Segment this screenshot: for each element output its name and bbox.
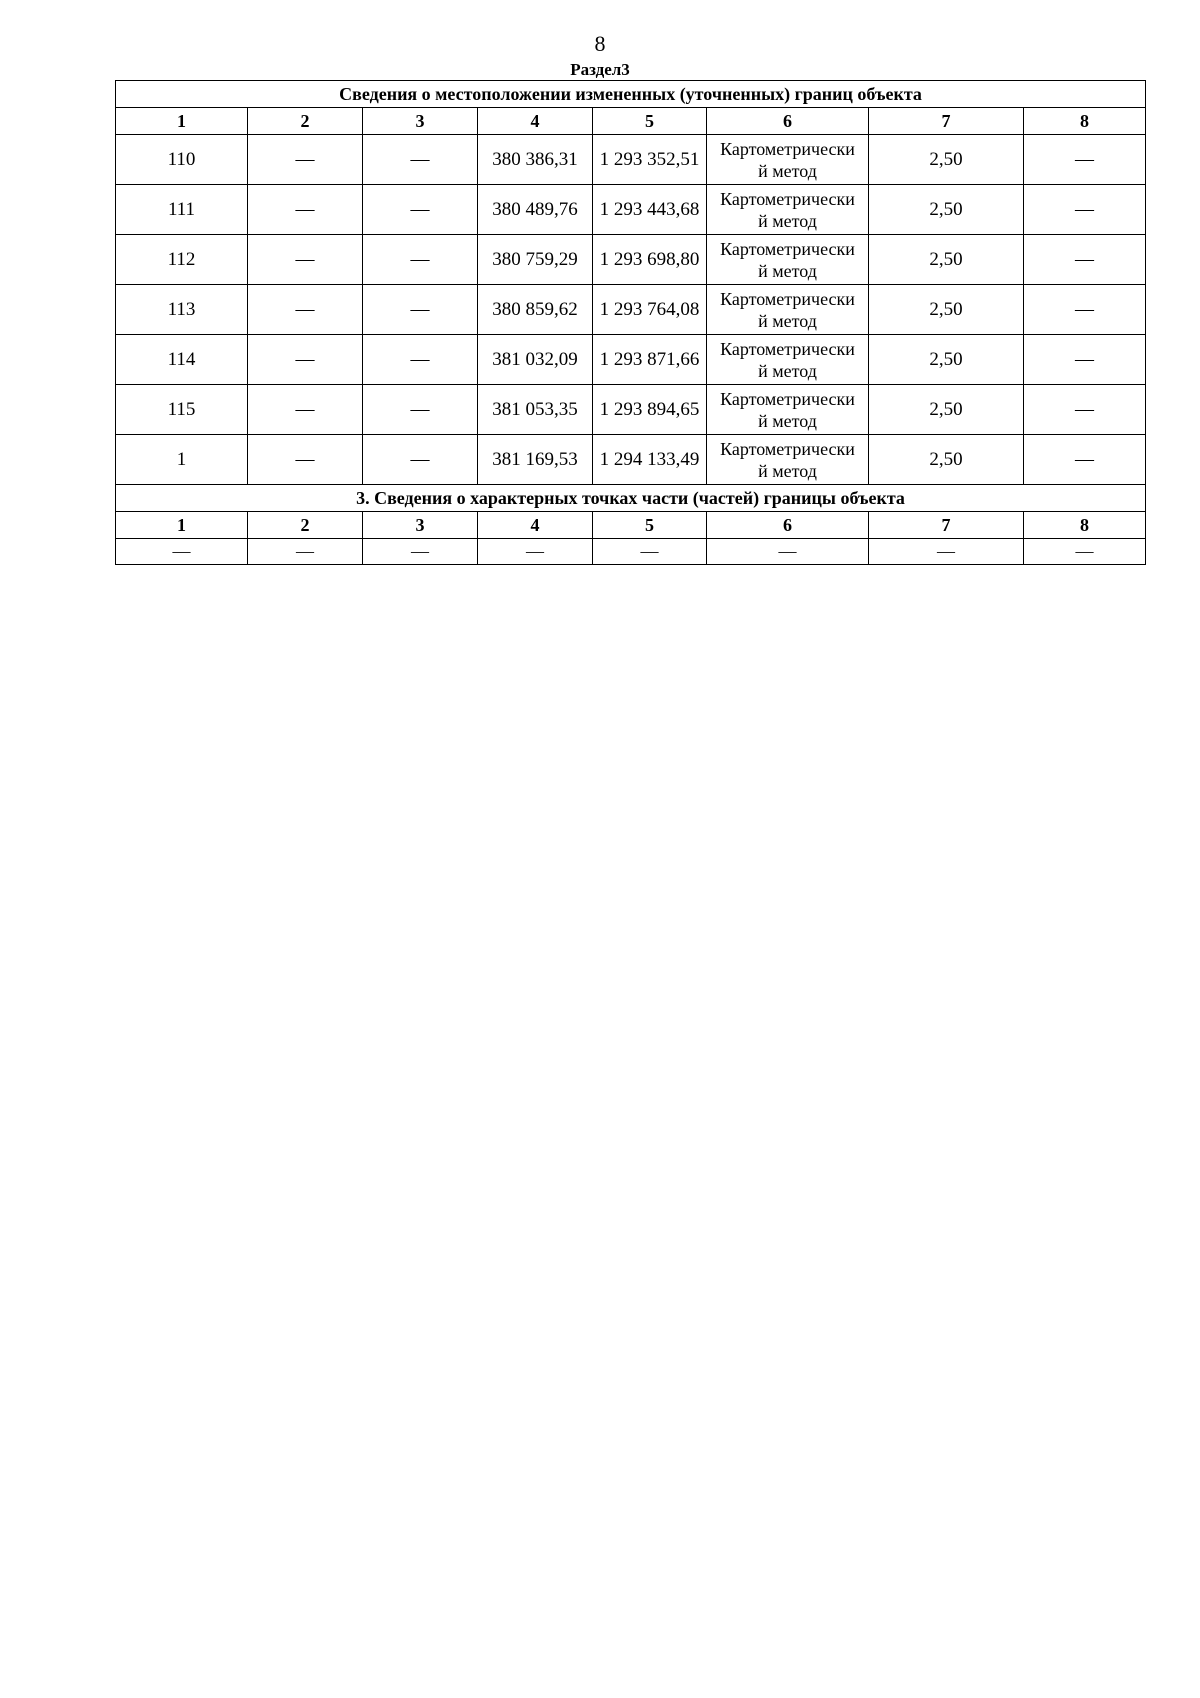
boundary-table [115,80,1146,565]
table-cell-col-1: 110 [116,135,248,185]
table-cell-col-4: — [478,539,593,565]
table1-column-header-5: 5 [593,108,707,135]
table-cell-col-4: 380 489,76 [478,185,593,235]
table1-caption-row [116,81,1146,108]
table2-column-header-7: 7 [869,512,1024,539]
table-row [116,385,1146,435]
page-number: 8 [594,31,606,56]
table1-header-row [116,108,1146,135]
table-cell-col-4: 380 759,29 [478,235,593,285]
table-cell-col-6: Картометрически й метод [707,135,869,185]
table-cell-col-2: — [248,335,363,385]
table1-column-header-1: 1 [116,108,248,135]
table-cell-col-5: 1 293 871,66 [593,335,707,385]
table-cell-col-2: — [248,135,363,185]
table1-caption: Сведения о местоположении измененных (уточненных) границ объекта [116,81,1146,108]
table-cell-col-4: 380 386,31 [478,135,593,185]
table-cell-col-7: 2,50 [869,435,1024,485]
table-cell-col-5: 1 293 764,08 [593,285,707,335]
table-cell-col-1: 111 [116,185,248,235]
table-cell-col-1: 1 [116,435,248,485]
table-cell-col-7: 2,50 [869,135,1024,185]
table-cell-col-7: 2,50 [869,335,1024,385]
table-cell-col-8: — [1024,385,1146,435]
table2-column-header-3: 3 [363,512,478,539]
table-cell-col-7: 2,50 [869,235,1024,285]
table-cell-col-5: 1 294 133,49 [593,435,707,485]
table-cell-col-1: — [116,539,248,565]
table-cell-col-2: — [248,285,363,335]
table-row [116,235,1146,285]
table-cell-col-8: — [1024,235,1146,285]
table1-column-header-3: 3 [363,108,478,135]
table-cell-col-2: — [248,185,363,235]
table2-caption: 3. Сведения о характерных точках части (частей) границы объекта [116,485,1146,512]
table-cell-col-8: — [1024,185,1146,235]
table2-column-header-6: 6 [707,512,869,539]
table-cell-col-3: — [363,385,478,435]
table-cell-col-1: 112 [116,235,248,285]
table2-header-row [116,512,1146,539]
section-title: Раздел3 [570,60,630,79]
table-cell-col-2: — [248,435,363,485]
table-cell-col-3: — [363,435,478,485]
table-cell-col-7: 2,50 [869,185,1024,235]
table-cell-col-8: — [1024,285,1146,335]
table2-column-header-1: 1 [116,512,248,539]
table-cell-col-3: — [363,235,478,285]
table-row [116,539,1146,565]
table-cell-col-5: 1 293 698,80 [593,235,707,285]
table-cell-col-3: — [363,539,478,565]
table-cell-col-3: — [363,135,478,185]
table-cell-col-8: — [1024,135,1146,185]
table2-column-header-2: 2 [248,512,363,539]
table1-column-header-4: 4 [478,108,593,135]
table-body [116,81,1146,565]
table-cell-col-3: — [363,335,478,385]
table-cell-col-1: 114 [116,335,248,385]
table-cell-col-3: — [363,285,478,335]
table1-column-header-6: 6 [707,108,869,135]
table1-column-header-2: 2 [248,108,363,135]
table1-column-header-8: 8 [1024,108,1146,135]
table-cell-col-7: 2,50 [869,285,1024,335]
table-cell-col-7: 2,50 [869,385,1024,435]
table-row [116,185,1146,235]
table-row [116,135,1146,185]
table2-column-header-5: 5 [593,512,707,539]
table-cell-col-6: Картометрически й метод [707,335,869,385]
table-cell-col-1: 113 [116,285,248,335]
table-cell-col-4: 380 859,62 [478,285,593,335]
table-cell-col-5: 1 293 443,68 [593,185,707,235]
table-cell-col-1: 115 [116,385,248,435]
table-row [116,435,1146,485]
table-cell-col-4: 381 053,35 [478,385,593,435]
table2-caption-row [116,485,1146,512]
table-cell-col-6: Картометрически й метод [707,435,869,485]
table-cell-col-2: — [248,385,363,435]
table-cell-col-6: Картометрически й метод [707,385,869,435]
table-cell-col-5: 1 293 894,65 [593,385,707,435]
table-cell-col-5: — [593,539,707,565]
table-row [116,285,1146,335]
table-cell-col-8: — [1024,335,1146,385]
table-cell-col-6: Картометрически й метод [707,285,869,335]
table-cell-col-3: — [363,185,478,235]
table-cell-col-2: — [248,235,363,285]
table1-column-header-7: 7 [869,108,1024,135]
table-cell-col-6: Картометрически й метод [707,235,869,285]
table-row [116,335,1146,385]
table-cell-col-6: — [707,539,869,565]
table-cell-col-8: — [1024,435,1146,485]
table2-column-header-8: 8 [1024,512,1146,539]
table-cell-col-8: — [1024,539,1146,565]
table-cell-col-6: Картометрически й метод [707,185,869,235]
table-cell-col-2: — [248,539,363,565]
table-cell-col-5: 1 293 352,51 [593,135,707,185]
table-cell-col-7: — [869,539,1024,565]
table-cell-col-4: 381 169,53 [478,435,593,485]
table2-column-header-4: 4 [478,512,593,539]
table-cell-col-4: 381 032,09 [478,335,593,385]
